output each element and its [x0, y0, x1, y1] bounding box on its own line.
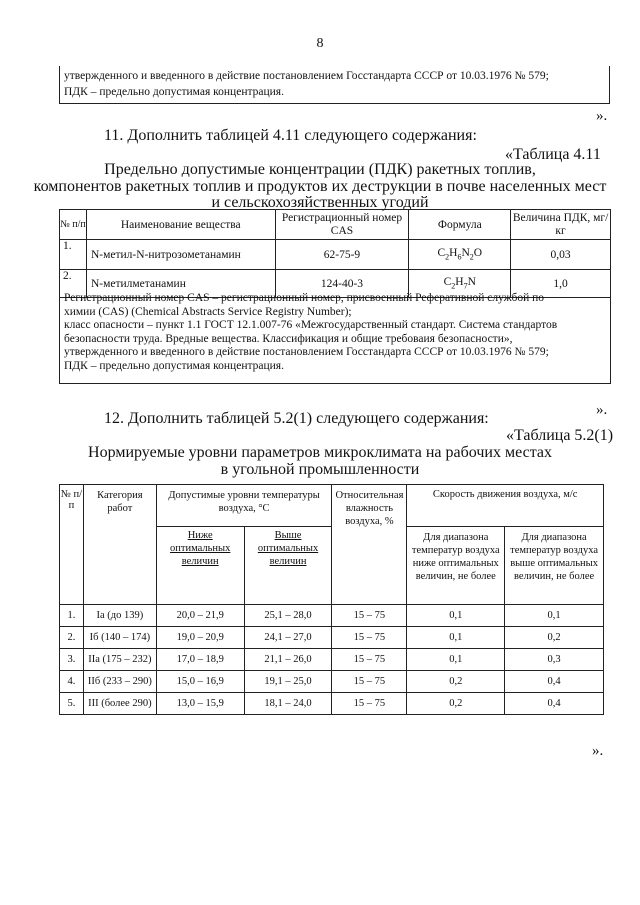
note-line-1: Регистрационный номер CAS – регистрационный номер, присвоенный Реферативной службой по — [64, 292, 545, 304]
row-speed-above: 0,3 — [505, 649, 604, 671]
table-row — [60, 671, 604, 693]
row-temp-below: 13,0 – 15,9 — [156, 693, 244, 715]
row-name: N-метил-N-нитрозометанамин — [86, 240, 275, 270]
section-12-heading: 12. Дополнить таблицей 5.2(1) следующего содержания: — [104, 410, 489, 427]
row-value: 0,03 — [511, 240, 611, 270]
header-category: Категория работ — [83, 485, 156, 605]
table-5-2-1 — [59, 484, 604, 715]
page-number: 8 — [316, 36, 324, 51]
table-row — [60, 627, 604, 649]
header-humidity: Относительная влажность воздуха, % — [332, 485, 407, 605]
row-num: 1. — [60, 240, 87, 270]
table-row — [60, 605, 604, 627]
row-speed-below: 0,1 — [407, 627, 505, 649]
table-row — [60, 240, 611, 270]
table-4-11-header-row — [60, 210, 611, 240]
row-num: 1. — [60, 605, 84, 627]
row-temp-above: 21,1 – 26,0 — [244, 649, 332, 671]
table-4-11-notes — [64, 292, 606, 373]
row-num: 2. — [60, 627, 84, 649]
row-humidity: 15 – 75 — [332, 671, 407, 693]
header-value: Величина ПДК, мг/кг — [511, 210, 611, 240]
header-formula: Формула — [409, 210, 511, 240]
row-speed-above: 0,2 — [505, 627, 604, 649]
note-line-2: химии (CAS) (Chemical Abstracts Service Registry Number); — [64, 305, 352, 318]
row-cas: 124-40-3 — [275, 270, 409, 298]
row-formula: $C_2H_6N_2O$ — [409, 240, 511, 270]
row-value: 1,0 — [511, 270, 611, 298]
continuation-closing: ». — [596, 108, 608, 124]
note-line-6: ПДК – предельно допустимая концентрация. — [64, 359, 284, 372]
row-speed-above: 0,1 — [505, 605, 604, 627]
row-speed-above: 0,4 — [505, 671, 604, 693]
row-num: 3. — [60, 649, 84, 671]
header-temp-above: Выше оптимальных величин — [244, 527, 332, 605]
header-num: № п/п — [60, 210, 87, 240]
header-cas: Регистрационный номер CAS — [275, 210, 409, 240]
header-speed-below: Для диапазона температур воздуха ниже оптимальных величин, не более — [407, 527, 505, 605]
table-5-2-1-title-line-2: в угольной промышленности — [220, 461, 420, 478]
header-num: № п/п — [60, 485, 84, 605]
header-temp: Допустимые уровни температуры воздуха, °С — [156, 485, 332, 527]
section-12-table-label: «Таблица 5.2(1) — [506, 427, 614, 444]
row-category: Ia (до 139) — [83, 605, 156, 627]
row-category: Iб (140 – 174) — [83, 627, 156, 649]
row-speed-above: 0,4 — [505, 693, 604, 715]
row-temp-above: 25,1 – 28,0 — [244, 605, 332, 627]
note-line-3: класс опасности – пункт 1.1 ГОСТ 12.1.007-76 «Межгосударственный стандарт. Система стандартов — [64, 319, 558, 331]
row-humidity: 15 – 75 — [332, 693, 407, 715]
row-temp-below: 19,0 – 20,9 — [156, 627, 244, 649]
row-humidity: 15 – 75 — [332, 649, 407, 671]
section-12-closing: ». — [592, 743, 604, 759]
header-temp-below: Ниже оптимальных величин — [156, 527, 244, 605]
section-11-table-label: «Таблица 4.11 — [505, 146, 601, 163]
section-11-heading: 11. Дополнить таблицей 4.11 следующего содержания: — [104, 127, 477, 144]
row-temp-below: 15,0 – 16,9 — [156, 671, 244, 693]
row-temp-below: 17,0 – 18,9 — [156, 649, 244, 671]
table-row — [60, 693, 604, 715]
row-category: IIa (175 – 232) — [83, 649, 156, 671]
row-formula: $C_2H_7N$ — [409, 270, 511, 298]
header-name: Наименование вещества — [86, 210, 275, 240]
row-humidity: 15 – 75 — [332, 605, 407, 627]
continuation-line-2: ПДК – предельно допустимая концентрация. — [64, 86, 284, 98]
row-speed-below: 0,1 — [407, 605, 505, 627]
note-line-5: утвержденного и введенного в действие постановлением Госстандарта СССР от 10.03.1976 № 579; — [64, 346, 549, 358]
table-row — [60, 649, 604, 671]
row-num: 4. — [60, 671, 84, 693]
row-humidity: 15 – 75 — [332, 627, 407, 649]
header-speed: Скорость движения воздуха, м/с — [407, 485, 604, 527]
row-speed-below: 0,2 — [407, 671, 505, 693]
row-speed-below: 0,1 — [407, 649, 505, 671]
row-temp-below: 20,0 – 21,9 — [156, 605, 244, 627]
row-speed-below: 0,2 — [407, 693, 505, 715]
row-num: 5. — [60, 693, 84, 715]
row-num: 2. — [60, 270, 87, 298]
continuation-line-1: утвержденного и введенного в действие постановлением Госстандарта СССР от 10.03.1976 № 579; — [64, 70, 549, 82]
row-category: III (более 290) — [83, 693, 156, 715]
row-temp-above: 18,1 – 24,0 — [244, 693, 332, 715]
row-name: N-метилметанамин — [86, 270, 275, 298]
table-5-2-1-header-row-1 — [60, 485, 604, 527]
table-4-11-title-line-3: и сельскохозяйственных угодий — [211, 194, 429, 211]
row-temp-above: 24,1 – 27,0 — [244, 627, 332, 649]
section-11-closing: ». — [596, 402, 608, 418]
row-category: IIб (233 – 290) — [83, 671, 156, 693]
table-4-11-title-line-2: компонентов ракетных топлив и продуктов их деструкции в почве населенных мест — [33, 178, 607, 195]
header-speed-above: Для диапазона температур воздуха выше оптимальных величин, не более — [505, 527, 604, 605]
row-cas: 62-75-9 — [275, 240, 409, 270]
table-5-2-1-title-line-1: Нормируемые уровни параметров микроклимата на рабочих местах — [88, 444, 552, 461]
note-line-4: безопасности труда. Вредные вещества. Классификация и общие требоваия безопасности», — [64, 332, 513, 345]
row-temp-above: 19,1 – 25,0 — [244, 671, 332, 693]
table-4-11-title-line-1: Предельно допустимые концентрации (ПДК) ракетных топлив, — [104, 161, 536, 178]
